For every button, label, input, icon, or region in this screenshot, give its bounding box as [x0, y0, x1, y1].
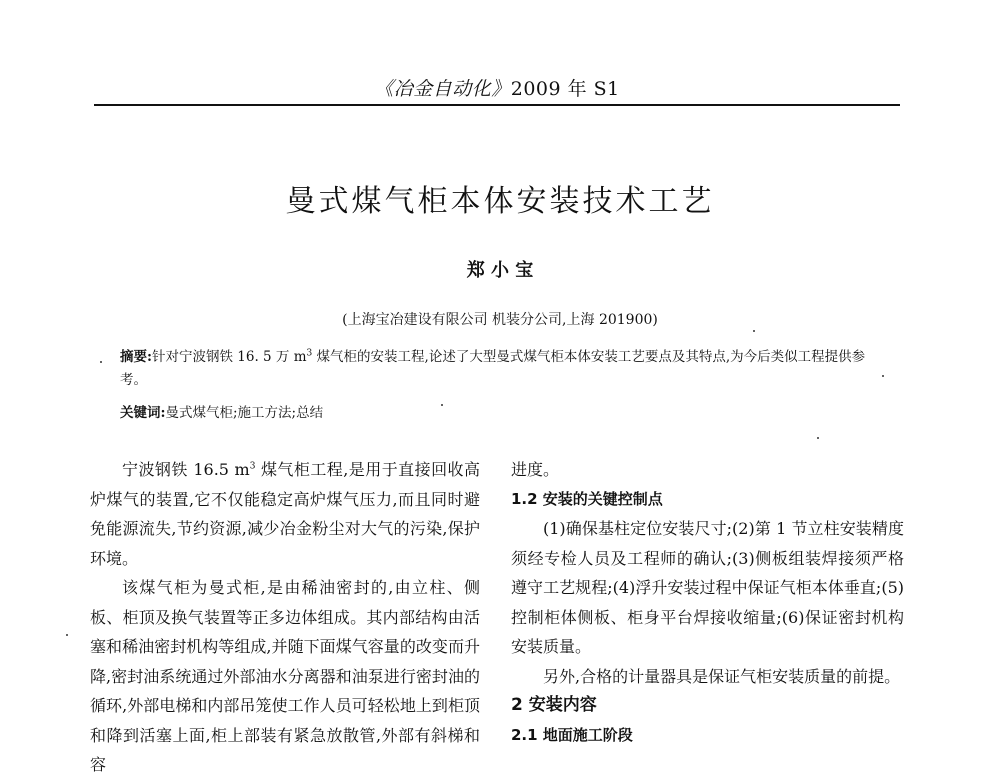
header-rule	[94, 104, 900, 106]
right-paragraph-2: 另外,合格的计量器具是保证气柜安装质量的前提。	[543, 666, 901, 686]
left-paragraph-2: 该煤气柜为曼式柜,是由稀油密封的,由立柱、侧板、柜顶及换气装置等正多边体组成。其内部结构由活塞和稀油密封机构等组成,并随下面煤气容量的改变而升降,密封油系统通过外部油水分离器和油泵进行密封油的循环,外部电梯和内部吊笼使工作人员可轻松地上到柜顶和降到活塞上面,柜上部装有紧急放散管,外部有斜梯和容	[90, 578, 480, 774]
journal-name: 《冶金自动化》	[374, 78, 511, 100]
abstract	[120, 346, 890, 392]
left-p1-superscript: 3	[249, 461, 256, 472]
journal-issue: 2009 年 S1	[510, 78, 620, 100]
journal-header	[94, 74, 900, 101]
section-heading-1-2: 1.2 安装的关键控制点	[511, 489, 663, 508]
left-paragraph-1	[90, 455, 480, 573]
left-column	[90, 455, 480, 780]
abstract-label: 摘要:	[120, 349, 152, 365]
left-p1-text-2: 煤气柜工程,是用于直接回收高炉煤气的装置,它不仅能稳定高炉煤气压力,而且同时避免能源流失,节约资源,减少冶金粉尘对大气的污染,保护环境。	[90, 460, 480, 568]
left-p1-text-1: 宁波钢铁 16.5 m	[122, 460, 250, 479]
scan-speckle	[882, 375, 884, 377]
scan-speckle	[441, 404, 443, 406]
scan-speckle	[100, 361, 102, 363]
affiliation: (上海宝冶建设有限公司 机装分公司,上海 201900)	[342, 312, 658, 328]
abstract-superscript: 3	[306, 348, 313, 359]
section-heading-2-1: 2.1 地面施工阶段	[511, 725, 633, 744]
keywords-label: 关键词:	[120, 405, 166, 421]
right-paragraph-0: 进度。	[511, 460, 560, 479]
right-column	[511, 455, 904, 750]
keywords	[120, 403, 890, 423]
keywords-text: 曼式煤气柜;施工方法;总结	[165, 405, 324, 421]
paper-title: 曼式煤气柜本体安装技术工艺	[285, 184, 715, 219]
scan-speckle	[817, 437, 819, 439]
right-paragraph-1: (1)确保基柱定位安装尺寸;(2)第 1 节立柱安装精度须经专检人员及工程师的确认;(3)侧板组装焊接须严格遵守工艺规程;(4)浮升安装过程中保证气柜本体垂直;(5)控制柜体侧板、柜身平台焊接收缩量;(6)保证密封机构安装质量。	[511, 519, 904, 656]
abstract-text-1: 针对宁波钢铁 16. 5 万 m	[151, 349, 307, 365]
scan-speckle	[753, 330, 755, 332]
author: 郑 小 宝	[466, 260, 534, 281]
abstract-text-2: 煤气柜的安装工程,论述了大型曼式煤气柜本体安装工艺要点及其特点,为今后类似工程提供参考。	[120, 349, 866, 388]
section-heading-2: 2 安装内容	[511, 695, 597, 715]
scan-speckle	[66, 634, 68, 636]
